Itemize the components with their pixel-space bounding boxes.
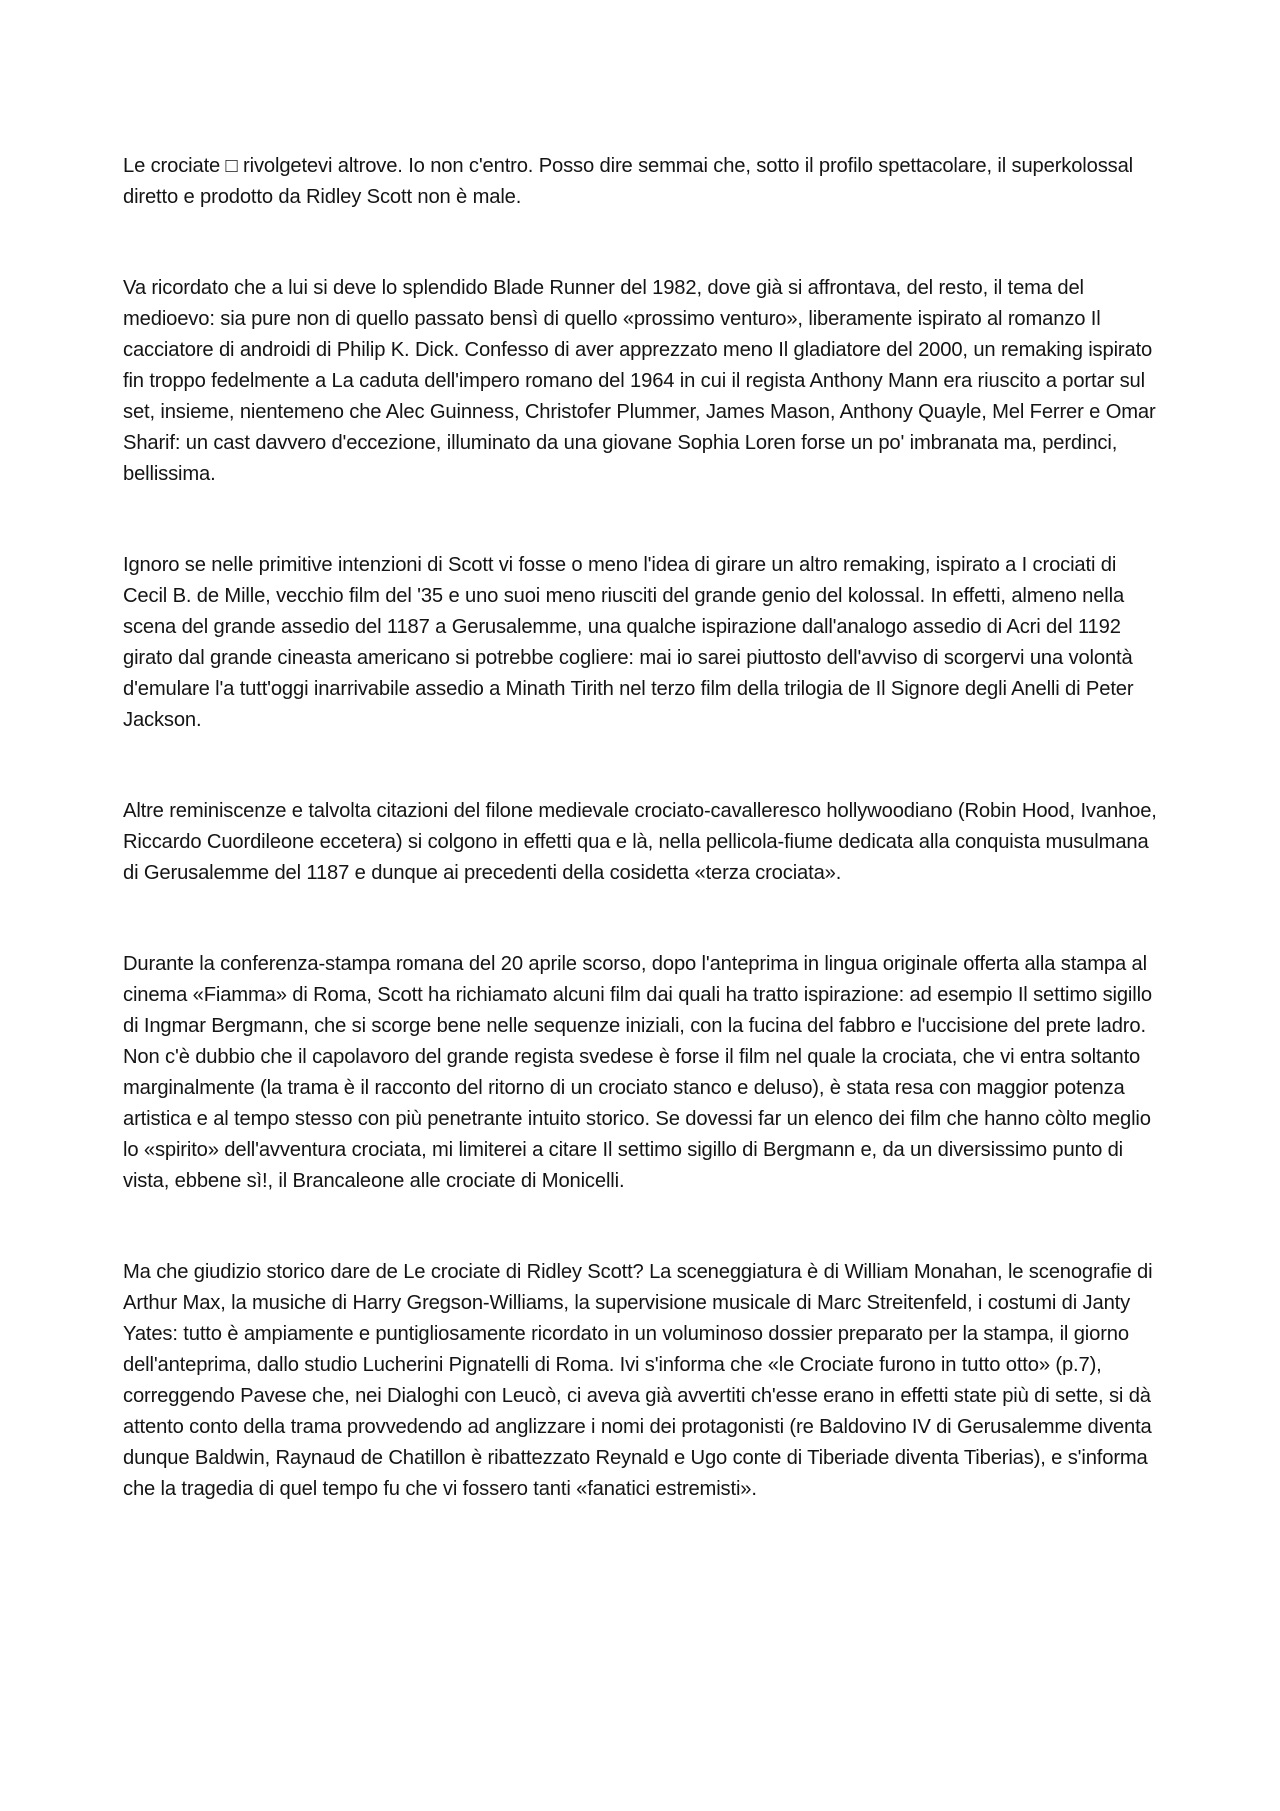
paragraph-intro: Le crociate □ rivolgetevi altrove. Io non c'entro. Posso dire semmai che, sotto il profilo spettacolare, il superkolossal diretto e prodotto da Ridley Scott non è male. [123,155,1134,208]
paragraph-giudizio-storico: Ma che giudizio storico dare de Le crociate di Ridley Scott? La sceneggiatura è di William Monahan, le scenografie di Arthur Max, la musiche di Harry Gregson-Williams, la supervisione musicale di Marc Streitenfeld, i costumi di Janty Yates: tutto è ampiamente e puntigliosamente ricordato in un voluminoso dossier preparato per la stampa, il giorno dell'anteprima, dallo studio Lucherini Pignatelli di Roma. Ivi s'informa che «le Crociate furono in tutto otto» (p.7), correggendo Pavese che, nei Dialoghi con Leucò, ci aveva già avvertiti ch'esse erano in effetti state più di sette, si dà attento conto della trama provvedendo ad anglizzare i nomi dei protagonisti (re Baldovino IV di Gerusalemme diventa dunque Baldwin, Raynaud de Chatillon è ribattezzato Reynald e Ugo conte di Tiberiade diventa Tiberias), e s'informa che la tragedia di quel tempo fu che vi fossero tanti «fanatici estremisti». [123,1261,1153,1500]
paragraph-reminiscenze: Altre reminiscenze e talvolta citazioni del filone medievale crociato-cavalleresco hollywoodiano (Robin Hood, Ivanhoe, Riccardo Cuordileone eccetera) si colgono in effetti qua e là, nella pellicola-fiume dedicata alla conquista musulmana di Gerusalemme del 1187 e dunque ai precedenti della cosidetta «terza crociata». [123,800,1157,884]
paragraph-conferenza-stampa: Durante la conferenza-stampa romana del 20 aprile scorso, dopo l'anteprima in lingua originale offerta alla stampa al cinema «Fiamma» di Roma, Scott ha richiamato alcuni film dai quali ha tratto ispirazione: ad esempio Il settimo sigillo di Ingmar Bergmann, che si scorge bene nelle sequenze iniziali, con la fucina del fabbro e l'uccisione del prete ladro. Non c'è dubbio che il capolavoro del grande regista svedese è forse il film nel quale la crociata, che vi entra soltanto marginalmente (la trama è il racconto del ritorno di un crociato stanco e deluso), è stata resa con maggior potenza artistica e al tempo stesso con più penetrante intuito storico. Se dovessi far un elenco dei film che hanno còlto meglio lo «spirito» dell'avventura crociata, mi limiterei a citare Il settimo sigillo di Bergmann e, da un diversissimo punto di vista, ebbene sì!, il Brancaleone alle crociate di Monicelli. [123,953,1153,1192]
paragraph-i-crociati: Ignoro se nelle primitive intenzioni di Scott vi fosse o meno l'idea di girare un altro remaking, ispirato a I crociati di Cecil B. de Mille, vecchio film del '35 e uno suoi meno riusciti del grande genio del kolossal. In effetti, almeno nella scena del grande assedio del 1187 a Gerusalemme, una qualche ispirazione dall'analogo assedio di Acri del 1192 girato dal grande cineasta americano si potrebbe cogliere: mai io sarei piuttosto dell'avviso di scorgervi una volontà d'emulare l'a tutt'oggi inarrivabile assedio a Minath Tirith nel terzo film della trilogia de Il Signore degli Anelli di Peter Jackson. [123,554,1134,731]
paragraph-blade-runner: Va ricordato che a lui si deve lo splendido Blade Runner del 1982, dove già si affrontava, del resto, il tema del medioevo: sia pure non di quello passato bensì di quello «prossimo venturo», liberamente ispirato al romanzo Il cacciatore di androidi di Philip K. Dick. Confesso di aver apprezzato meno Il gladiatore del 2000, un remaking ispirato fin troppo fedelmente a La caduta dell'impero romano del 1964 in cui il regista Anthony Mann era riuscito a portar sul set, insieme, nientemeno che Alec Guinness, Christofer Plummer, James Mason, Anthony Quayle, Mel Ferrer e Omar Sharif: un cast davvero d'eccezione, illuminato da una giovane Sophia Loren forse un po' imbranata ma, perdinci, bellissima. [123,277,1156,485]
document-body [123,151,1163,1505]
